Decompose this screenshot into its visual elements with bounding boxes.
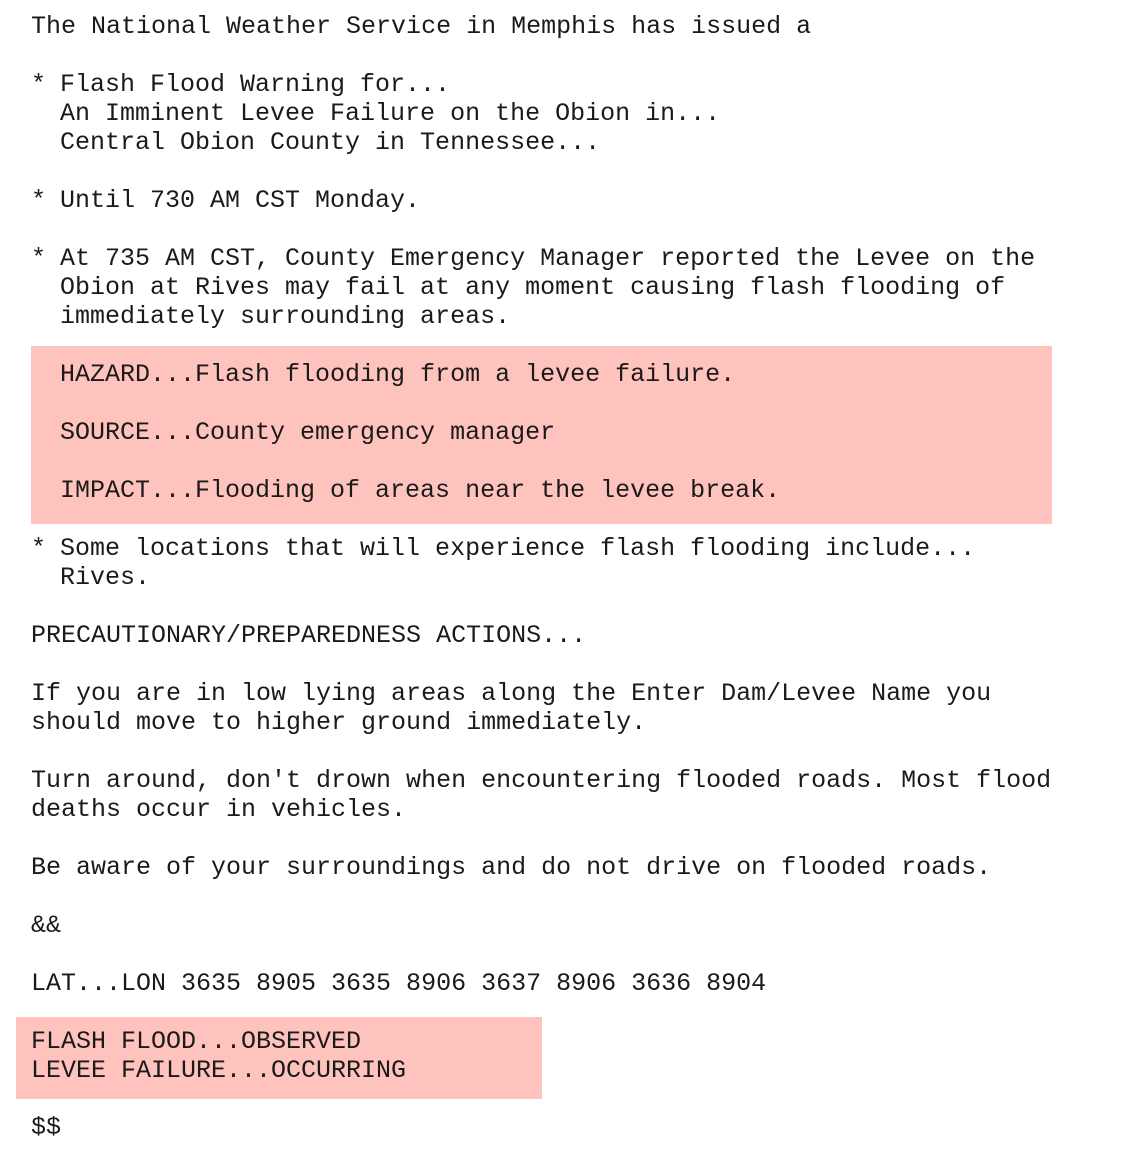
action-2-line-2: deaths occur in vehicles.	[31, 795, 407, 824]
report-line-3: immediately surrounding areas.	[60, 302, 511, 331]
bullet-marker: *	[31, 244, 47, 273]
impact-line: IMPACT...Flooding of areas near the levee break.	[60, 476, 781, 505]
intro-line: The National Weather Service in Memphis has issued a	[31, 12, 812, 41]
warning-line-3: Central Obion County in Tennessee...	[60, 128, 601, 157]
warning-line-2: An Imminent Levee Failure on the Obion in...	[60, 99, 721, 128]
bullet-marker: *	[31, 534, 47, 563]
warning-bullet	[31, 70, 450, 99]
hazard-line: HAZARD...Flash flooding from a levee failure.	[60, 360, 736, 389]
locations-line-2: Rives.	[60, 563, 151, 592]
latlon-line: LAT...LON 3635 8905 3635 8906 3637 8906 3636 8904	[31, 969, 767, 998]
bullet-marker: *	[31, 70, 47, 99]
locations-bullet	[31, 534, 975, 563]
until-bullet	[31, 186, 420, 215]
report-line-2: Obion at Rives may fail at any moment causing flash flooding of	[60, 273, 1006, 302]
end-marker: $$	[31, 1113, 62, 1142]
locations-line-1: Some locations that will experience flash flooding include...	[60, 534, 976, 563]
flash-flood-tag: FLASH FLOOD...OBSERVED	[31, 1027, 362, 1056]
warning-title: Flash Flood Warning for...	[60, 70, 451, 99]
action-2-line-1: Turn around, don't drown when encountering flooded roads. Most flood	[31, 766, 1052, 795]
report-line-1: At 735 AM CST, County Emergency Manager reported the Levee on the	[60, 244, 1036, 273]
source-line: SOURCE...County emergency manager	[60, 418, 556, 447]
precautionary-heading: PRECAUTIONARY/PREPAREDNESS ACTIONS...	[31, 621, 587, 650]
action-3: Be aware of your surroundings and do not drive on flooded roads.	[31, 853, 992, 882]
bullet-marker: *	[31, 186, 47, 215]
levee-failure-tag: LEVEE FAILURE...OCCURRING	[31, 1056, 407, 1085]
action-1-line-2: should move to higher ground immediately.	[31, 708, 647, 737]
report-bullet	[31, 244, 1035, 273]
separator: &&	[31, 911, 62, 940]
action-1-line-1: If you are in low lying areas along the Enter Dam/Levee Name you	[31, 679, 992, 708]
until-text: Until 730 AM CST Monday.	[60, 186, 421, 215]
